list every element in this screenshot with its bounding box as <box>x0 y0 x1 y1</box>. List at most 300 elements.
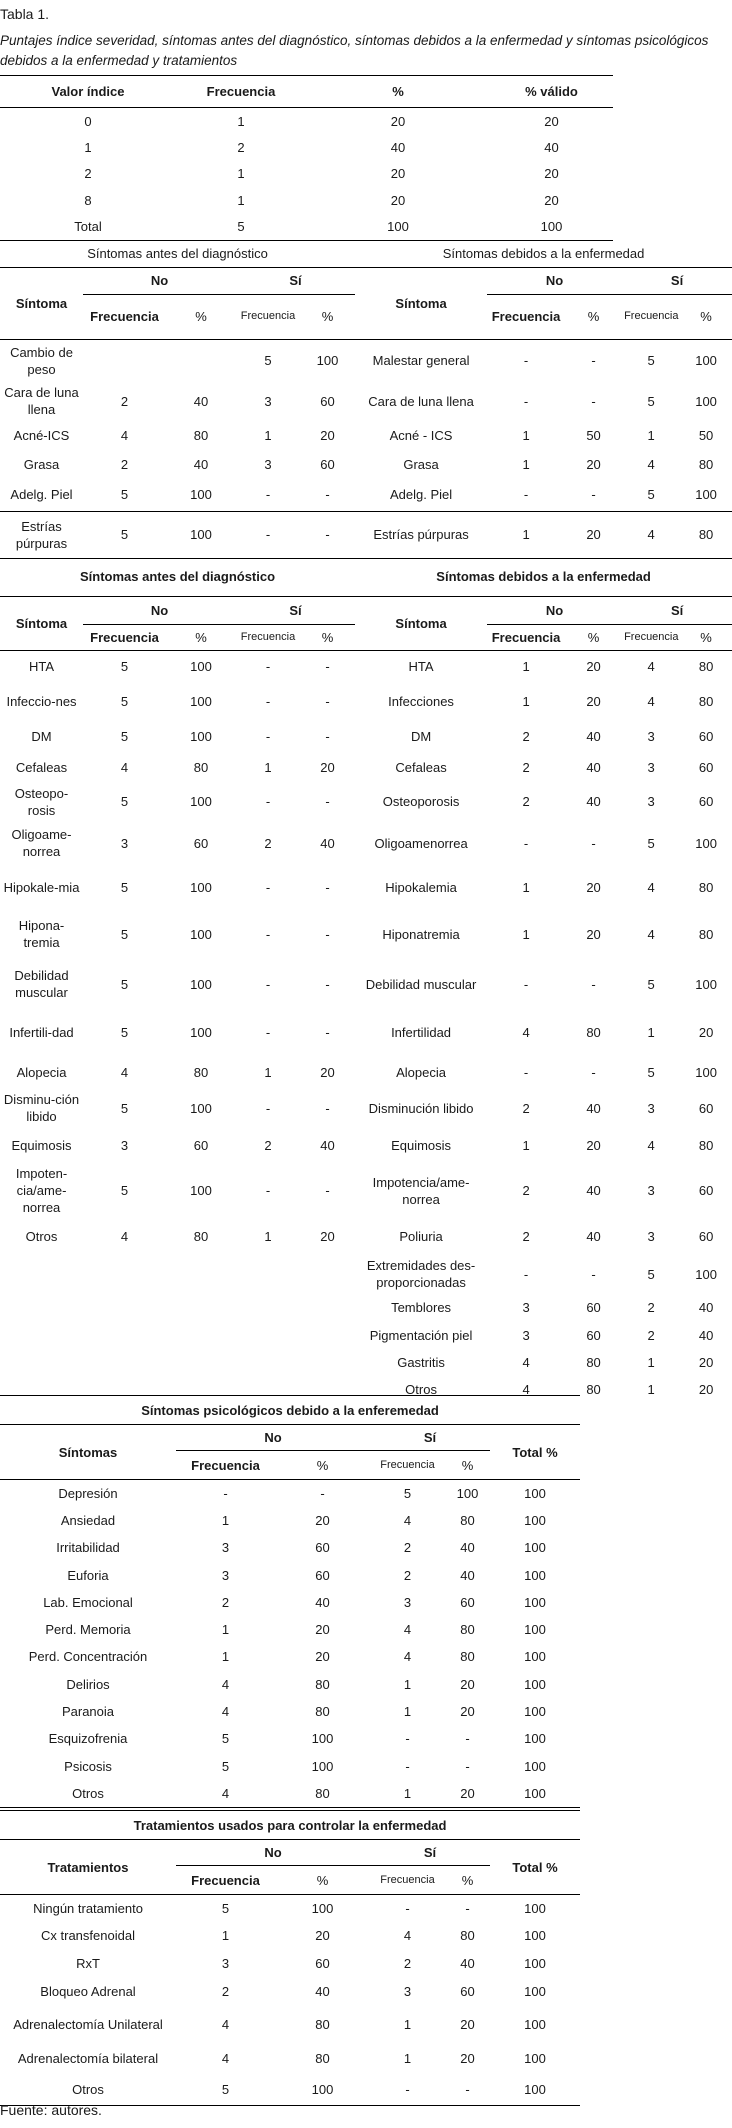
total-percent: 100 <box>524 1594 546 1610</box>
no-percent: 80 <box>315 2050 330 2066</box>
right-no-frequency: 4 <box>522 1381 530 1397</box>
left-symptom-name: DM <box>31 728 52 744</box>
left-no-percent: 80 <box>193 759 209 775</box>
no-frequency: - <box>223 1485 228 1501</box>
left-no-frequency: 5 <box>120 880 129 895</box>
right-no-percent: 40 <box>586 794 601 809</box>
right-yes-percent: 100 <box>695 486 717 502</box>
item-name: Euforia <box>67 1567 109 1583</box>
right-no-frequency: - <box>523 976 529 992</box>
header-total-percent: Total % <box>512 1444 558 1460</box>
left-symptom-name <box>0 1292 83 1322</box>
no-percent: 20 <box>315 1649 330 1665</box>
right-no-frequency: 1 <box>522 1138 530 1153</box>
left-symptom-name: Otros <box>25 1228 58 1244</box>
left-yes-frequency: 2 <box>264 835 272 851</box>
header-percent: % <box>392 84 404 99</box>
left-yes-percent: - <box>325 1183 330 1198</box>
left-yes-percent <box>300 1292 355 1322</box>
table-row <box>0 752 732 782</box>
percent: 40 <box>390 139 406 155</box>
right-no-percent: 40 <box>586 1100 601 1116</box>
right-yes-percent: 60 <box>698 1100 714 1116</box>
yes-percent: 60 <box>460 1984 475 1999</box>
left-symptom-name: HTA <box>28 659 55 675</box>
item-name: Paranoia <box>61 1704 115 1720</box>
right-no-percent: 60 <box>586 1327 601 1343</box>
right-no-frequency: 2 <box>522 1228 530 1244</box>
yes-frequency: - <box>405 1900 410 1916</box>
left-symptom-name: Grasa <box>23 456 60 472</box>
right-no-percent: - <box>591 486 596 502</box>
left-yes-percent: 20 <box>320 427 335 443</box>
left-symptom-name: Cara de luna llena <box>4 385 79 417</box>
left-yes-frequency: - <box>265 1183 271 1198</box>
section-title: Tratamientos usados para controlar la enfermedad <box>133 1817 447 1833</box>
no-frequency: 1 <box>221 1512 230 1528</box>
yes-percent: - <box>465 1731 470 1747</box>
yes-frequency: - <box>405 1731 410 1747</box>
table-row <box>0 1698 580 1725</box>
right-symptom-name: Hipokalemia <box>385 880 457 895</box>
severity-index-table <box>0 75 613 241</box>
left-no-frequency: 5 <box>120 486 129 502</box>
table-row <box>0 1780 580 1807</box>
table-caption: Puntajes índice severidad, síntomas antes del diagnóstico, síntomas debidos a la enfermedad y síntomas psicológicos debidos a la enfermedad y tratamientos <box>0 33 709 68</box>
no-frequency: 1 <box>221 1622 230 1638</box>
table-row <box>0 1534 580 1561</box>
yes-frequency: 3 <box>403 1594 412 1610</box>
item-name: Adrenalectomía Unilateral <box>13 2016 163 2032</box>
left-yes-percent: 20 <box>320 759 335 775</box>
right-yes-percent: 80 <box>698 456 714 472</box>
section-title-right: Síntomas debidos a la enfermedad <box>436 569 651 585</box>
frequency: 5 <box>237 219 245 235</box>
left-no-frequency: 2 <box>120 393 129 409</box>
right-symptom-name: Poliuria <box>399 1228 443 1244</box>
no-percent: 80 <box>315 1785 330 1801</box>
right-no-percent: - <box>591 1266 596 1282</box>
left-symptom-name: Cambio de peso <box>10 344 73 377</box>
left-no-frequency: 4 <box>120 759 129 775</box>
left-no-frequency <box>83 339 166 382</box>
left-no-frequency: 5 <box>120 926 129 942</box>
total-percent: 100 <box>524 1928 546 1943</box>
table-row <box>0 1561 580 1588</box>
table-row <box>0 1055 732 1090</box>
table-row <box>0 910 732 958</box>
left-no-frequency <box>83 1322 166 1348</box>
right-symptom-name: Gastritis <box>397 1354 445 1370</box>
right-yes-percent: 50 <box>698 427 714 443</box>
left-no-percent: 100 <box>190 880 212 895</box>
left-yes-frequency: 3 <box>264 456 272 472</box>
header-sintoma: Síntoma <box>15 295 68 311</box>
table-row <box>0 1165 732 1216</box>
table-row <box>0 1950 580 1977</box>
item-name: Otros <box>72 2082 104 2098</box>
no-frequency: 1 <box>221 1928 230 1943</box>
header-frecuencia-no: Frecuencia <box>191 1457 260 1473</box>
no-frequency: 1 <box>221 1649 230 1665</box>
left-yes-frequency: - <box>265 794 271 809</box>
right-yes-percent: 100 <box>695 1266 717 1282</box>
left-no-frequency: 4 <box>120 427 129 443</box>
left-yes-percent: - <box>325 1025 330 1040</box>
frequency: 1 <box>237 113 245 129</box>
yes-frequency: 5 <box>403 1485 412 1501</box>
left-no-frequency: 3 <box>120 835 129 851</box>
right-symptom-name: Alopecia <box>396 1065 446 1080</box>
right-no-frequency: - <box>523 835 529 851</box>
table-row <box>0 108 613 135</box>
left-no-frequency: 2 <box>120 456 129 472</box>
left-no-frequency: 5 <box>120 694 129 709</box>
left-no-percent: 60 <box>193 835 209 851</box>
header-frecuencia-no: Frecuencia <box>90 629 159 645</box>
header-percent-si: % <box>461 1872 474 1888</box>
right-no-frequency: 1 <box>522 926 530 942</box>
header-frecuencia-si: Frecuencia <box>240 630 296 643</box>
no-percent: 100 <box>311 1731 334 1747</box>
total-percent: 100 <box>524 1540 546 1556</box>
table-row <box>0 382 732 420</box>
percent: 20 <box>390 166 406 182</box>
header-percent-si: % <box>700 309 712 324</box>
right-no-percent: 60 <box>586 1299 601 1315</box>
table-row <box>0 1256 732 1292</box>
header-percent-si: % <box>461 1457 474 1473</box>
section-title-row <box>0 558 732 596</box>
table-row <box>0 1671 580 1698</box>
table-row <box>0 214 613 241</box>
item-name: RxT <box>76 1955 100 1971</box>
no-percent: - <box>320 1485 325 1501</box>
table-row <box>0 2075 580 2106</box>
right-yes-frequency: 2 <box>647 1327 655 1343</box>
left-no-frequency: 4 <box>120 1228 129 1244</box>
left-no-frequency: 5 <box>120 659 129 675</box>
table-row <box>0 339 732 382</box>
header-no: No <box>487 267 622 294</box>
left-yes-percent: 60 <box>320 393 335 409</box>
yes-frequency: 3 <box>403 1984 412 1999</box>
right-yes-frequency: 4 <box>647 926 655 942</box>
yes-percent: 40 <box>460 1567 475 1583</box>
right-yes-percent: 60 <box>698 1183 714 1198</box>
header-percent-no: % <box>316 1872 329 1888</box>
left-symptom-name: Adelg. Piel <box>10 486 73 502</box>
no-percent: 100 <box>311 1758 334 1774</box>
yes-percent: 20 <box>460 2016 475 2032</box>
left-yes-frequency: 1 <box>264 1065 272 1080</box>
right-yes-frequency: 3 <box>647 794 655 809</box>
right-symptom-name: Adelg. Piel <box>389 486 453 502</box>
no-frequency: 5 <box>221 1731 230 1747</box>
header-si: Sí <box>236 596 355 624</box>
left-yes-frequency <box>236 1348 300 1376</box>
yes-percent: 80 <box>460 1928 475 1943</box>
table-row <box>0 420 732 450</box>
right-no-frequency: 1 <box>522 527 530 542</box>
right-no-frequency: - <box>523 1266 529 1282</box>
right-no-percent: - <box>591 1065 596 1080</box>
total-percent: 100 <box>524 1622 546 1638</box>
header-frecuencia-no: Frecuencia <box>491 629 561 645</box>
right-yes-percent: 20 <box>698 1381 714 1397</box>
left-yes-frequency: 2 <box>264 1138 272 1153</box>
item-name: Perd. Memoria <box>45 1622 131 1638</box>
item-name: Ningún tratamiento <box>33 1900 143 1916</box>
yes-percent: 40 <box>460 1955 475 1971</box>
item-name: Depresión <box>58 1485 118 1501</box>
index-value: Total <box>74 219 102 235</box>
right-no-percent: 40 <box>586 1228 601 1244</box>
table-row <box>0 1725 580 1752</box>
left-yes-frequency: - <box>265 880 271 895</box>
total-percent: 100 <box>524 1485 546 1501</box>
left-no-percent: 100 <box>190 527 212 542</box>
header-no: No <box>487 596 622 624</box>
valid-percent: 20 <box>544 166 559 182</box>
header-si: Sí <box>622 596 732 624</box>
right-no-percent: 20 <box>586 527 601 542</box>
no-percent: 80 <box>315 2016 330 2032</box>
no-frequency: 3 <box>221 1955 230 1971</box>
yes-frequency: 1 <box>403 2016 412 2032</box>
left-no-percent: 100 <box>190 794 212 809</box>
right-no-percent: - <box>591 976 596 992</box>
table-number: Tabla 1. <box>0 6 50 22</box>
right-yes-percent: 80 <box>698 1138 714 1153</box>
header-percent-no: % <box>587 629 600 645</box>
left-yes-frequency <box>236 1256 300 1292</box>
header-row <box>0 267 732 294</box>
left-yes-frequency: 5 <box>264 353 272 369</box>
left-no-frequency: 3 <box>120 1138 129 1153</box>
section-title-row <box>0 1396 580 1425</box>
item-name: Ansiedad <box>60 1512 116 1528</box>
right-symptom-name: Cara de luna llena <box>368 393 474 409</box>
left-no-percent: 100 <box>190 1183 212 1198</box>
no-percent: 100 <box>311 2082 334 2098</box>
right-symptom-name: Grasa <box>403 456 439 472</box>
left-no-percent: 100 <box>190 926 212 942</box>
left-no-frequency: 4 <box>120 1065 129 1080</box>
no-percent: 60 <box>315 1540 330 1556</box>
left-yes-percent: 40 <box>320 1138 335 1153</box>
header-sintoma: Síntoma <box>15 615 68 631</box>
left-no-frequency: 5 <box>120 794 129 809</box>
item-name: Psicosis <box>64 1758 112 1774</box>
right-symptom-name: Estrías púrpuras <box>373 527 469 542</box>
total-percent: 100 <box>524 1512 546 1528</box>
yes-frequency: 2 <box>403 1955 412 1971</box>
percent: 20 <box>390 113 406 129</box>
left-yes-frequency: - <box>265 926 271 942</box>
right-yes-frequency: 4 <box>647 1138 655 1153</box>
total-percent: 100 <box>524 1731 546 1747</box>
left-symptom-name <box>0 1322 83 1348</box>
right-yes-frequency: 1 <box>647 1354 655 1370</box>
source-note: Fuente: autores. <box>0 2102 102 2118</box>
table-row <box>0 1616 580 1643</box>
left-yes-percent: - <box>325 976 330 992</box>
no-percent: 60 <box>315 1955 330 1971</box>
right-yes-frequency: 3 <box>647 759 655 775</box>
no-frequency: 4 <box>221 1676 230 1692</box>
total-percent: 100 <box>524 1900 546 1916</box>
right-symptom-name: Cefaleas <box>395 759 447 775</box>
right-yes-frequency: 5 <box>647 1266 655 1282</box>
valid-percent: 100 <box>540 219 563 235</box>
table-row <box>0 1480 580 1507</box>
right-yes-percent: 100 <box>695 976 717 992</box>
left-yes-frequency: - <box>265 694 271 709</box>
no-percent: 100 <box>311 1900 334 1916</box>
left-symptom-name: Acné-ICS <box>13 427 70 443</box>
table-row <box>0 1216 732 1256</box>
header-row <box>0 1840 580 1866</box>
header-frecuencia-no: Frecuencia <box>191 1872 260 1888</box>
no-frequency: 4 <box>221 1785 230 1801</box>
left-yes-percent: - <box>325 659 330 675</box>
total-percent: 100 <box>524 2082 546 2098</box>
right-symptom-name: Acné - ICS <box>389 427 453 443</box>
left-yes-percent: - <box>325 926 330 942</box>
right-symptom-name: Impotencia/ame-norrea <box>372 1174 470 1207</box>
yes-frequency: - <box>405 2082 410 2098</box>
left-symptom-name: Alopecia <box>16 1065 67 1080</box>
no-percent: 60 <box>315 1567 330 1583</box>
total-percent: 100 <box>524 1567 546 1583</box>
header-frecuencia-si: Frecuencia <box>624 310 679 322</box>
right-no-frequency: 4 <box>522 1354 530 1370</box>
table-row <box>0 958 732 1010</box>
yes-frequency: 1 <box>403 2050 412 2066</box>
right-symptom-name: HTA <box>408 659 434 675</box>
left-yes-percent: 20 <box>320 1065 335 1080</box>
left-no-percent: 40 <box>193 456 209 472</box>
left-symptom-name: Infeccio-nes <box>6 694 77 709</box>
header-percent-valid: % válido <box>525 84 578 99</box>
left-yes-frequency: 1 <box>264 1228 272 1244</box>
no-frequency: 3 <box>221 1540 230 1556</box>
right-yes-percent: 60 <box>698 759 714 775</box>
left-symptom-name: Hipokale-mia <box>3 880 80 895</box>
frequency: 1 <box>237 193 245 209</box>
total-percent: 100 <box>524 2016 546 2032</box>
left-yes-percent: - <box>325 794 330 809</box>
right-yes-frequency: 4 <box>647 527 655 542</box>
yes-percent: - <box>465 1758 470 1774</box>
header-percent-si: % <box>700 629 712 645</box>
no-frequency: 2 <box>221 1594 230 1610</box>
table-row <box>0 187 613 214</box>
header-frecuencia-si: Frecuencia <box>380 1458 435 1471</box>
right-no-percent: 20 <box>586 1138 601 1153</box>
right-yes-percent: 80 <box>698 926 714 942</box>
left-yes-frequency: 1 <box>264 759 272 775</box>
right-no-percent: - <box>591 835 596 851</box>
left-yes-percent <box>300 1322 355 1348</box>
right-yes-frequency: 1 <box>647 427 655 443</box>
right-yes-frequency: 2 <box>647 1299 655 1315</box>
right-no-percent: 50 <box>586 427 601 443</box>
header-frecuencia-no: Frecuencia <box>90 309 159 324</box>
right-yes-percent: 100 <box>695 393 717 409</box>
table-row <box>0 1643 580 1670</box>
left-yes-frequency: - <box>265 1025 271 1040</box>
yes-frequency: 4 <box>403 1928 412 1943</box>
right-yes-frequency: 1 <box>647 1381 655 1397</box>
right-no-frequency: 2 <box>522 728 530 744</box>
no-percent: 40 <box>315 1984 330 1999</box>
right-yes-percent: 80 <box>698 694 714 709</box>
header-first: Tratamientos <box>47 1859 129 1875</box>
table-row <box>0 1752 580 1779</box>
left-yes-frequency <box>236 1292 300 1322</box>
right-no-frequency: - <box>523 353 529 369</box>
table-row <box>0 1589 580 1616</box>
right-yes-percent: 40 <box>698 1327 714 1343</box>
yes-percent: 20 <box>460 1785 475 1801</box>
item-name: Irritabilidad <box>56 1540 120 1556</box>
right-no-frequency: 3 <box>522 1299 530 1315</box>
right-yes-frequency: 3 <box>647 1183 655 1198</box>
symptoms-table-a <box>0 240 732 559</box>
no-percent: 80 <box>315 1704 330 1720</box>
left-yes-percent: 100 <box>316 353 339 369</box>
left-yes-percent: 40 <box>320 835 335 851</box>
table-row <box>0 1126 732 1165</box>
right-symptom-name: Infertilidad <box>391 1025 452 1040</box>
table-row <box>0 1322 732 1348</box>
table-row <box>0 865 732 910</box>
table-row <box>0 782 732 821</box>
right-no-frequency: 1 <box>522 456 530 472</box>
right-yes-frequency: 4 <box>647 880 655 895</box>
right-yes-frequency: 5 <box>647 976 655 992</box>
symptoms-table-b <box>0 558 732 1402</box>
yes-frequency: 4 <box>403 1622 412 1638</box>
left-no-frequency: 5 <box>120 976 129 992</box>
item-name: Bloqueo Adrenal <box>40 1984 136 1999</box>
yes-percent: 20 <box>460 1676 475 1692</box>
yes-frequency: 4 <box>403 1512 412 1528</box>
right-yes-frequency: 3 <box>647 728 655 744</box>
yes-percent: 20 <box>460 2050 475 2066</box>
right-no-percent: 20 <box>586 694 601 709</box>
header-no: No <box>176 1425 370 1451</box>
left-no-frequency <box>83 1292 166 1322</box>
table-row <box>0 1895 580 1922</box>
left-yes-percent: 20 <box>320 1228 335 1244</box>
total-percent: 100 <box>524 1649 546 1665</box>
left-no-percent: 100 <box>190 1100 212 1116</box>
left-symptom-name: Estrías púrpuras <box>15 518 68 551</box>
section-title: Síntomas psicológicos debido a la enferemedad <box>141 1402 439 1418</box>
header-valor-indice: Valor índice <box>51 84 125 99</box>
right-no-percent: 20 <box>586 926 601 942</box>
no-frequency: 5 <box>221 2082 230 2098</box>
left-no-frequency <box>83 1348 166 1376</box>
left-yes-frequency: 1 <box>264 427 272 443</box>
right-no-frequency: 2 <box>522 759 530 775</box>
right-no-percent: 40 <box>586 759 601 775</box>
right-symptom-name: Otros <box>405 1381 437 1397</box>
left-yes-frequency: - <box>265 486 271 502</box>
